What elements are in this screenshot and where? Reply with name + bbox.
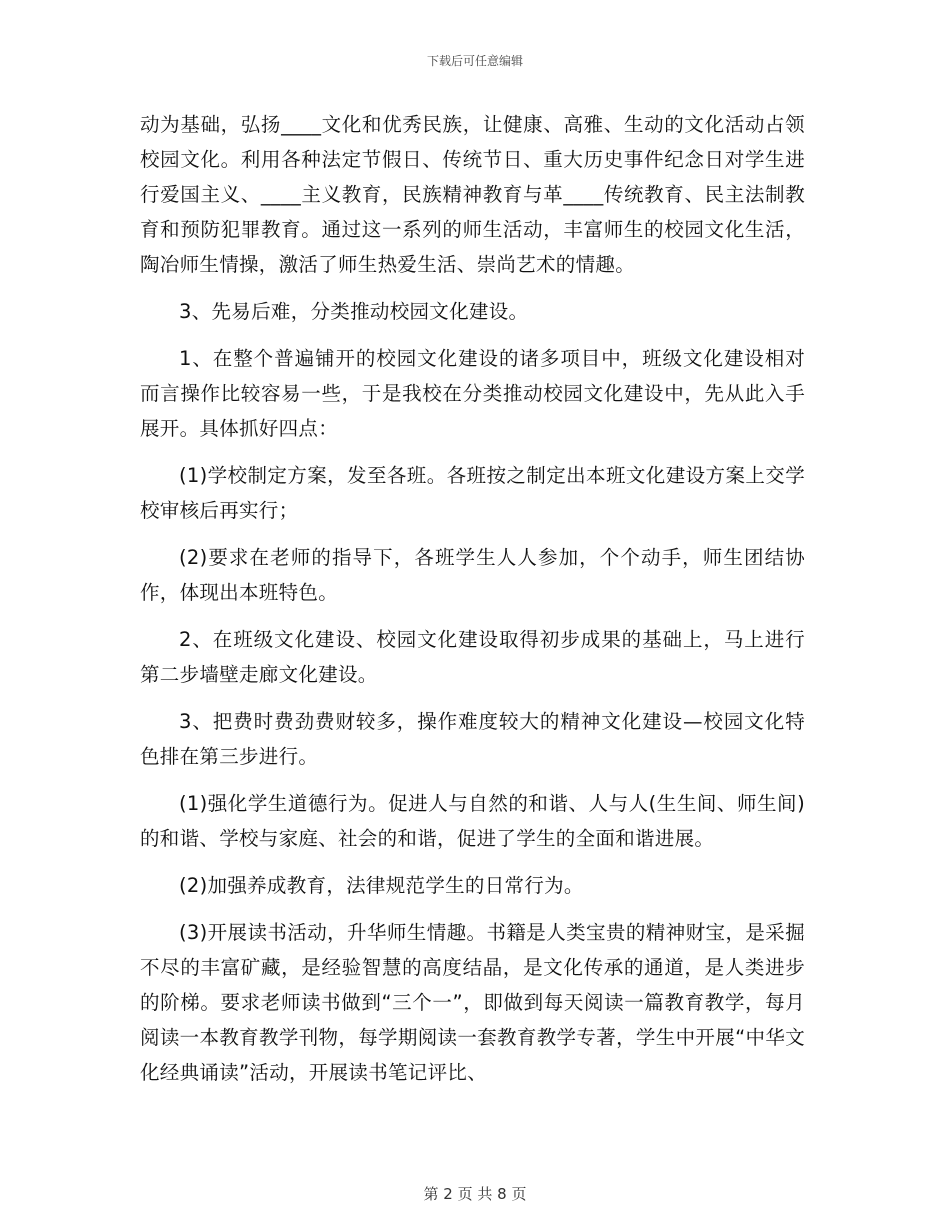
paragraph-subitem-1-plan: (1)学校制定方案，发至各班。各班按之制定出本班文化建设方案上交学校审核后再实行；: [140, 464, 805, 522]
paragraph-item-3-spiritual-culture: 3、把费时费劲费财较多，操作难度较大的精神文化建设—校园文化特色排在第三步进行。: [140, 710, 805, 768]
paragraph-item-2-corridor-culture: 2、在班级文化建设、校园文化建设取得初步成果的基础上，马上进行第二步墙壁走廊文化建设。: [140, 628, 805, 686]
page-header-note: 下载后可任意编辑: [426, 54, 523, 68]
paragraph-section-3-heading: 3、先易后难，分类推动校园文化建设。: [179, 300, 529, 323]
paragraph-subitem-3-reading: (3)开展读书活动，升华师生情趣。书籍是人类宝贵的精神财宝，是采掘不尽的丰富矿藏，是经验智慧的高度结晶，是文化传承的通道，是人类进步的阶梯。要求老师读书做到“三个一”，即做到每天阅读一篇教育教学，每月阅读一本教育教学刊物，每学期阅读一套教育教学专著，学生中开展“中华文化经典诵读”活动，开展读书笔记评比、: [140, 921, 805, 1084]
paragraph-subitem-1-moral-behavior: (1)强化学生道德行为。促进人与自然的和谐、人与人(生生间、师生间)的和谐、学校与家庭、社会的和谐，促进了学生的全面和谐进展。: [140, 792, 805, 850]
paragraph-subitem-2-habit-education: (2)加强养成教育，法律规范学生的日常行为。: [179, 874, 584, 897]
paragraph-item-1-class-culture: 1、在整个普遍铺开的校园文化建设的诸多项目中，班级文化建设相对而言操作比较容易一些，于是我校在分类推动校园文化建设中，先从此入手展开。具体抓好四点：: [140, 347, 805, 440]
paragraph-subitem-2-participation: (2)要求在老师的指导下，各班学生人人参加，个个动手，师生团结协作，体现出本班特色。: [140, 546, 805, 604]
document-body: [140, 107, 805, 1090]
paragraph-cultural-activities: 动为基础，弘扬____文化和优秀民族，让健康、高雅、生动的文化活动占领校园文化。利用各种法定节假日、传统节日、重大历史事件纪念日对学生进行爱国主义、____主义教育，民族精神教育与革____传统教育、民主法制教育和预防犯罪教育。通过这一系列的师生活动，丰富师生的校园文化生活，陶冶师生情操，激活了师生热爱生活、崇尚艺术的情趣。: [140, 113, 805, 276]
page-number: 第 2 页 共 8 页: [423, 1185, 527, 1203]
